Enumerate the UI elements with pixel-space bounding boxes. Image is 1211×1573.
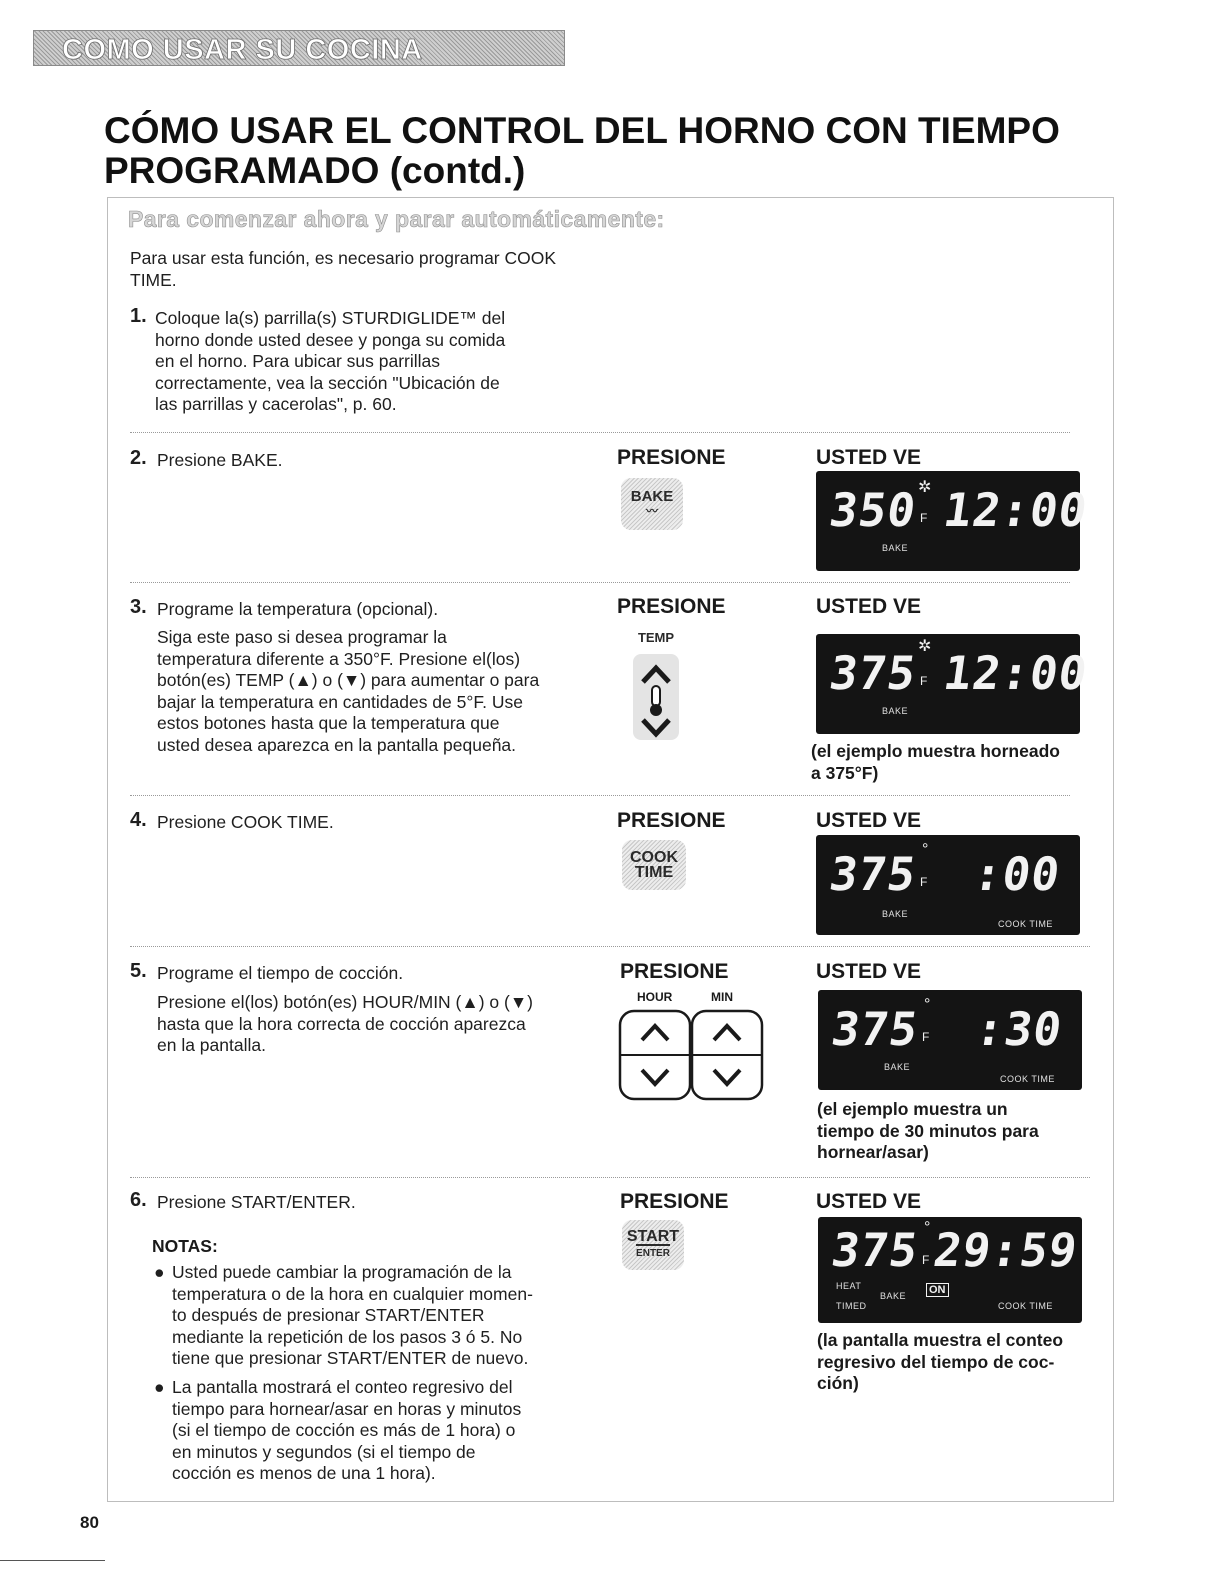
display-time: 12:00 <box>940 646 1092 700</box>
min-label: MIN <box>711 990 733 1004</box>
step-2-number: 2. <box>130 447 147 469</box>
section-banner <box>33 30 565 66</box>
hour-min-buttons-icon[interactable] <box>618 1008 764 1102</box>
unit-f: F <box>920 875 928 889</box>
step-3-details: Siga este paso si desea programar la temperatura diferente a 350°F. Presione el(los) botón(es) TEMP (▲) o (▼) para aumentar o para bajar la temperatura en cantidades de 5°F. Use estos botones hasta que la temperatura que usted desea aparezca en la pantalla pequeña. <box>157 627 540 755</box>
display-temperature: 350 <box>826 483 920 537</box>
step-4-number: 4. <box>130 809 147 831</box>
see-label: USTED VE <box>816 595 922 618</box>
step-1-number: 1. <box>130 305 147 327</box>
step-6-caption: (la pantalla muestra el conteo regresivo del tiempo de coc- ción) <box>817 1330 1064 1393</box>
display-label-bake: BAKE <box>884 1062 911 1072</box>
see-label: USTED VE <box>816 446 922 469</box>
display-label-heat: HEAT <box>836 1281 862 1291</box>
display-label-cook-time: COOK TIME <box>998 1301 1053 1311</box>
step-2-text: Presione BAKE. <box>157 450 283 470</box>
unit-f: F <box>922 1253 930 1267</box>
step-1-text: Coloque la(s) parrilla(s) STURDIGLIDE™ del horno donde usted desee y ponga su comida en el horno. Para ubicar sus parrillas correctamente, vea la sección "Ubicación de las parrillas y cacerolas", p. 60. <box>155 308 506 414</box>
press-label: PRESIONE <box>617 595 726 618</box>
step-5-text: Programe el tiempo de cocción. <box>157 963 404 983</box>
intro-text: Para usar esta función, es necesario programar COOK TIME. <box>130 248 557 290</box>
degree-icon: ° <box>924 1219 931 1236</box>
unit-f: F <box>922 1030 930 1044</box>
step-6-text: Presione START/ENTER. <box>157 1192 356 1212</box>
bake-button[interactable]: BAKE 〰 <box>621 478 683 530</box>
step-4-text: Presione COOK TIME. <box>157 812 334 832</box>
bullet-icon: ● <box>154 1262 165 1282</box>
display-step-6 <box>818 1217 1082 1323</box>
divider <box>130 582 1070 583</box>
divider <box>130 795 1070 796</box>
bullet-icon: ● <box>154 1377 165 1397</box>
display-time: :30 <box>972 1002 1066 1056</box>
step-5-number: 5. <box>130 960 147 982</box>
display-time: :00 <box>970 847 1064 901</box>
divider <box>130 946 1090 947</box>
press-label: PRESIONE <box>620 960 729 983</box>
display-step-4 <box>816 835 1080 935</box>
note-1: Usted puede cambiar la programación de la temperatura o de la hora en cualquier momen- to después de presionar START/ENTER mediante la repetición de los pasos 3 ó 5. No tiene que presionar START/ENTER de nuevo. <box>172 1262 533 1368</box>
degree-icon: ° <box>922 841 929 858</box>
notes-heading: NOTAS: <box>152 1236 218 1256</box>
display-label-bake: BAKE <box>882 706 909 716</box>
divider <box>130 1177 1090 1178</box>
step-5-details: Presione el(los) botón(es) HOUR/MIN (▲) o (▼) hasta que la hora correcta de cocción aparezca en la pantalla. <box>157 992 533 1055</box>
degree-icon: ° <box>924 996 931 1013</box>
display-label-on: ON <box>926 1283 949 1297</box>
see-label: USTED VE <box>816 1190 922 1213</box>
temp-arrows-icon <box>631 652 681 742</box>
flash-icon: ✲ <box>918 479 932 496</box>
display-step-5 <box>818 990 1082 1090</box>
display-label-timed: TIMED <box>836 1301 867 1311</box>
display-temperature: 375 <box>828 1002 922 1056</box>
hour-label: HOUR <box>637 990 673 1004</box>
display-label-bake: BAKE <box>882 543 909 553</box>
page-title: CÓMO USAR EL CONTROL DEL HORNO CON TIEMPO PROGRAMADO (contd.) <box>104 110 1060 191</box>
display-label-cook-time: COOK TIME <box>1000 1074 1055 1084</box>
cook-time-button[interactable]: COOK TIME <box>622 840 686 890</box>
display-temperature: 375 <box>826 847 920 901</box>
step-3-text: Programe la temperatura (opcional). <box>157 599 439 619</box>
display-label-bake: BAKE <box>880 1291 907 1301</box>
page-number: 80 <box>80 1513 99 1532</box>
press-label: PRESIONE <box>617 446 726 469</box>
display-time: 12:00 <box>940 483 1092 537</box>
display-temperature: 375 <box>826 646 920 700</box>
unit-f: F <box>920 511 928 525</box>
see-label: USTED VE <box>816 960 922 983</box>
display-label-bake: BAKE <box>882 909 909 919</box>
unit-f: F <box>920 674 928 688</box>
start-enter-button[interactable]: START ENTER <box>622 1220 684 1270</box>
note-2: La pantalla mostrará el conteo regresivo del tiempo para hornear/asar en horas y minutos (si el tiempo de cocción es más de 1 hora) o en minutos y segundos (si el tiempo de cocción es menos de una 1 hora). <box>172 1377 522 1483</box>
footer-rule <box>0 1560 105 1561</box>
divider <box>130 432 1070 433</box>
step-3-caption: (el ejemplo muestra horneado a 375°F) <box>811 741 1060 783</box>
heat-wave-icon: 〰 <box>645 504 658 518</box>
display-time: 29:59 <box>930 1223 1082 1277</box>
step-5-caption: (el ejemplo muestra un tiempo de 30 minutos para hornear/asar) <box>817 1099 1039 1162</box>
display-temperature: 375 <box>828 1223 922 1277</box>
subheading: Para comenzar ahora y parar automáticamente: <box>128 206 665 232</box>
press-label: PRESIONE <box>620 1190 729 1213</box>
display-step-3 <box>816 634 1092 734</box>
temp-button[interactable]: TEMP <box>624 630 688 742</box>
banner-text: COMO USAR SU COCINA <box>62 34 423 66</box>
flash-icon: ✲ <box>918 638 932 655</box>
step-3-number: 3. <box>130 596 147 618</box>
step-6-number: 6. <box>130 1189 147 1211</box>
display-step-2 <box>816 471 1092 571</box>
press-label: PRESIONE <box>617 809 726 832</box>
see-label: USTED VE <box>816 809 922 832</box>
display-label-cook-time: COOK TIME <box>998 919 1053 929</box>
